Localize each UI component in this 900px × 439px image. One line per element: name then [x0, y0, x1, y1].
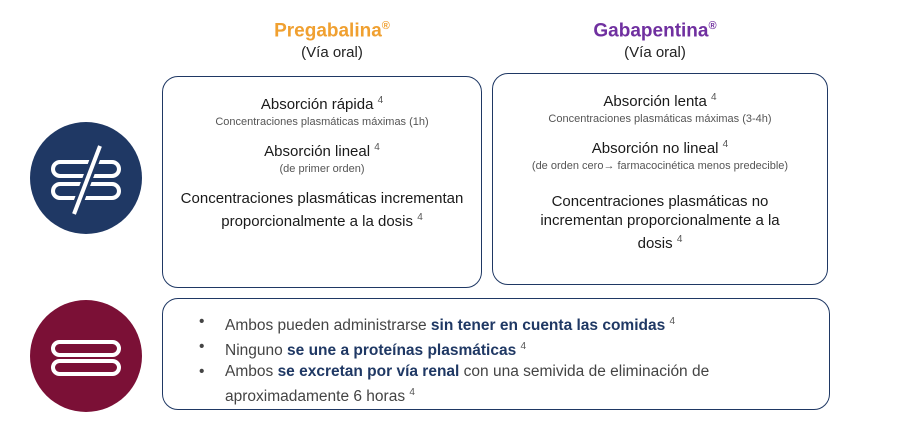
left-drug-header: [232, 20, 432, 61]
left-drug-name: Pregabalina®: [274, 20, 390, 42]
bullet-dot-icon: •: [199, 338, 205, 356]
pregabalina-properties-box: [162, 76, 482, 288]
right-item-absorption-speed: Absorción lenta $^4$ Concentraciones plasmáticas máximas (3-4h): [548, 92, 772, 125]
left-item-concentration: Concentraciones plasmáticas incrementan proporcionalmente a la dosis $^4$: [180, 190, 464, 230]
not-equal-icon: [30, 122, 142, 234]
shared-properties-box: [162, 298, 830, 410]
shared-bullet-renal: • Ambos se excretan por vía renal con una semivida de eliminación de aproximadamente 6 horas $^4$: [199, 363, 710, 406]
left-item-absorption-type: Absorción lineal $^4$ (de primer orden): [264, 142, 380, 175]
left-item-absorption-speed: Absorción rápida $^4$ Concentraciones plasmáticas máximas (1h): [215, 95, 429, 128]
right-drug-name: Gabapentina®: [593, 20, 717, 42]
shared-bullet-food: • Ambos pueden administrarse sin tener en cuenta las comidas $^4$: [199, 313, 676, 335]
right-item-concentration: Concentraciones plasmáticas no incrementan proporcionalmente a la dosis $^4$: [540, 193, 780, 252]
gabapentina-properties-box: [492, 73, 828, 285]
left-drug-route: (Vía oral): [301, 44, 363, 62]
bullet-dot-icon: •: [199, 363, 205, 381]
equal-icon: [30, 300, 142, 412]
bullet-dot-icon: •: [199, 313, 205, 330]
right-drug-header: [555, 20, 755, 61]
right-drug-route: (Vía oral): [624, 44, 686, 62]
right-item-absorption-type: Absorción no lineal $^4$ (de orden cero→ farmacocinética menos predecible): [531, 139, 789, 172]
shared-bullet-protein: • Ninguno se une a proteínas plasmáticas $^4$: [199, 338, 527, 360]
shared-properties-list: [197, 311, 809, 407]
